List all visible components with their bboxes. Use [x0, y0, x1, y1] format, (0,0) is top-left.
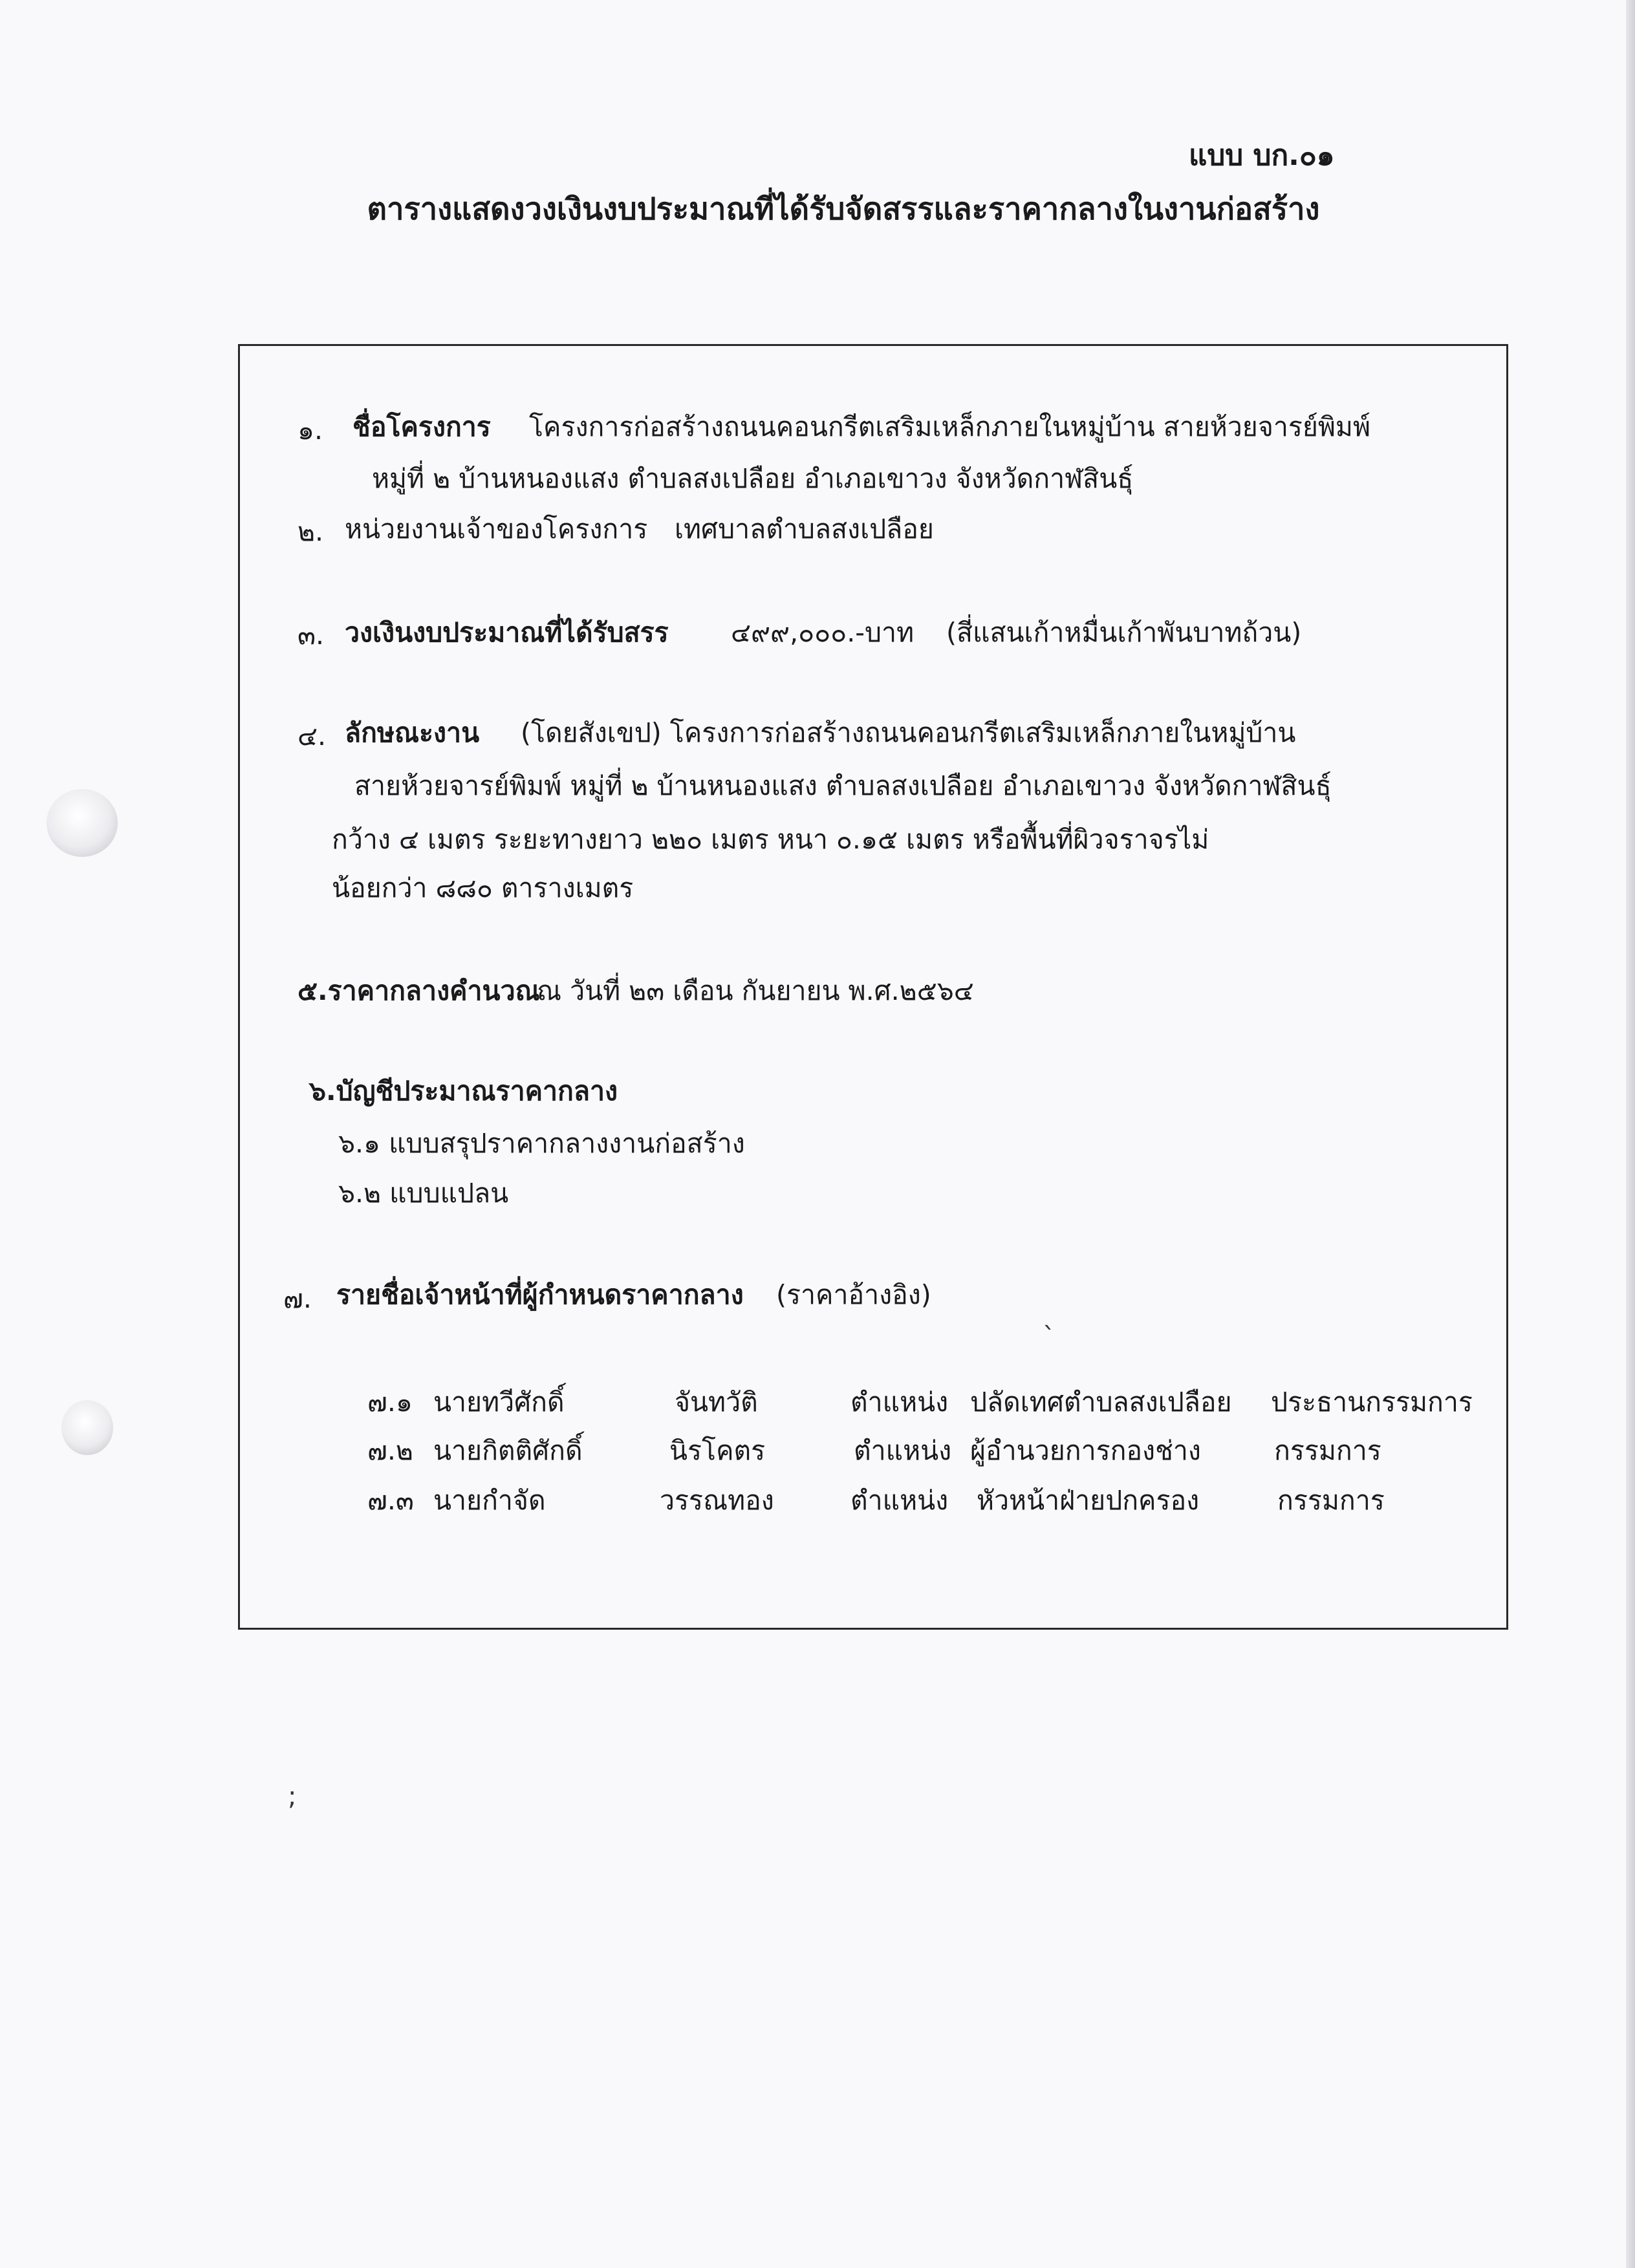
item3-amount-text: (สี่แสนเก้าหมื่นเก้าพันบาทถ้วน) — [946, 617, 1302, 648]
item6-label: ๖.บัญชีประมาณราคากลาง — [309, 1075, 618, 1107]
document-title: ตารางแสดงวงเงินงบประมาณที่ได้รับจัดสรรและราคากลางในงานก่อสร้าง — [367, 191, 1320, 227]
item3-label: วงเงินงบประมาณที่ได้รับสรร — [345, 617, 669, 648]
item3-number: ๓. — [298, 620, 325, 651]
member-position-label: ตำแหน่ง — [850, 1485, 949, 1516]
item4-line3: กว้าง ๔ เมตร ระยะทางยาว ๒๒๐ เมตร หนา ๐.๑๕ เมตร หรือพื้นที่ผิวจราจรไม่ — [332, 824, 1209, 855]
form-code: แบบ บก.๐๑ — [1189, 139, 1335, 172]
item4-line2: สายห้วยจารย์พิมพ์ หมู่ที่ ๒ บ้านหนองแสง ตำบลสงเปลือย อำเภอเขาวง จังหวัดกาฬสินธุ์ — [354, 770, 1332, 801]
item4-line4: น้อยกว่า ๘๘๐ ตารางเมตร — [332, 872, 634, 903]
punch-hole — [47, 789, 118, 857]
member-role: กรรมการ — [1274, 1435, 1381, 1466]
member-position-label: ตำแหน่ง — [854, 1435, 952, 1466]
item1-line2: หมู่ที่ ๒ บ้านหนองแสง ตำบลสงเปลือย อำเภอเขาวง จังหวัดกาฬสินธุ์ — [372, 463, 1134, 494]
item7-note: (ราคาอ้างอิง) — [776, 1279, 931, 1310]
item4-value: (โดยสังเขป) โครงการก่อสร้างถนนคอนกรีตเสริมเหล็กภายในหมู่บ้าน — [521, 717, 1296, 748]
punch-hole — [61, 1400, 113, 1455]
item1-label: ชื่อโครงการ — [352, 411, 491, 442]
member-role: กรรมการ — [1277, 1485, 1385, 1516]
member-position: ปลัดเทศตำบลสงเปลือย — [970, 1387, 1232, 1418]
ink-mark: ; — [288, 1782, 297, 1811]
item4-number: ๔. — [298, 720, 327, 751]
member-number: ๗.๒ — [367, 1435, 413, 1466]
item5-value: ณ วันที่ ๒๓ เดือน กันยายน พ.ศ.๒๕๖๔ — [537, 975, 974, 1006]
member-number: ๗.๑ — [367, 1387, 413, 1418]
member-surname: วรรณทอง — [660, 1485, 774, 1516]
item6-sub1: ๖.๑ แบบสรุปราคากลางงานก่อสร้าง — [338, 1128, 745, 1159]
item2-number: ๒. — [298, 516, 324, 547]
item7-label: รายชื่อเจ้าหน้าที่ผู้กำหนดราคากลาง — [336, 1279, 744, 1310]
member-surname: จันทวัติ — [675, 1387, 758, 1418]
member-position: หัวหน้าฝ่ายปกครอง — [977, 1485, 1200, 1516]
member-surname: นิรโคตร — [669, 1435, 766, 1466]
item4-label: ลักษณะงาน — [345, 717, 480, 748]
item7-number: ๗. — [283, 1283, 312, 1314]
item1-number: ๑. — [298, 415, 323, 446]
item3-amount: ๔๙๙,๐๐๐.-บาท — [731, 617, 915, 648]
member-role: ประธานกรรมการ — [1271, 1387, 1473, 1418]
paper-edge — [1626, 0, 1635, 2268]
member-name: นายกำจัด — [433, 1485, 546, 1516]
member-number: ๗.๓ — [367, 1485, 414, 1516]
member-name: นายกิตติศักดิ์ — [433, 1435, 583, 1466]
member-position-label: ตำแหน่ง — [850, 1387, 949, 1418]
member-position: ผู้อำนวยการกองช่าง — [970, 1435, 1201, 1466]
item5-label: ๕.ราคากลางคำนวณ — [298, 975, 540, 1006]
item6-sub2: ๖.๒ แบบแปลน — [338, 1178, 509, 1209]
item2-label: หน่วยงานเจ้าของโครงการ — [345, 513, 648, 545]
item1-value: โครงการก่อสร้างถนนคอนกรีตเสริมเหล็กภายในหมู่บ้าน สายห้วยจารย์พิมพ์ — [529, 411, 1370, 442]
ink-mark: ˋ — [1043, 1323, 1056, 1352]
item2-value: เทศบาลตำบลสงเปลือย — [675, 513, 934, 545]
member-name: นายทวีศักดิ์ — [433, 1387, 565, 1418]
